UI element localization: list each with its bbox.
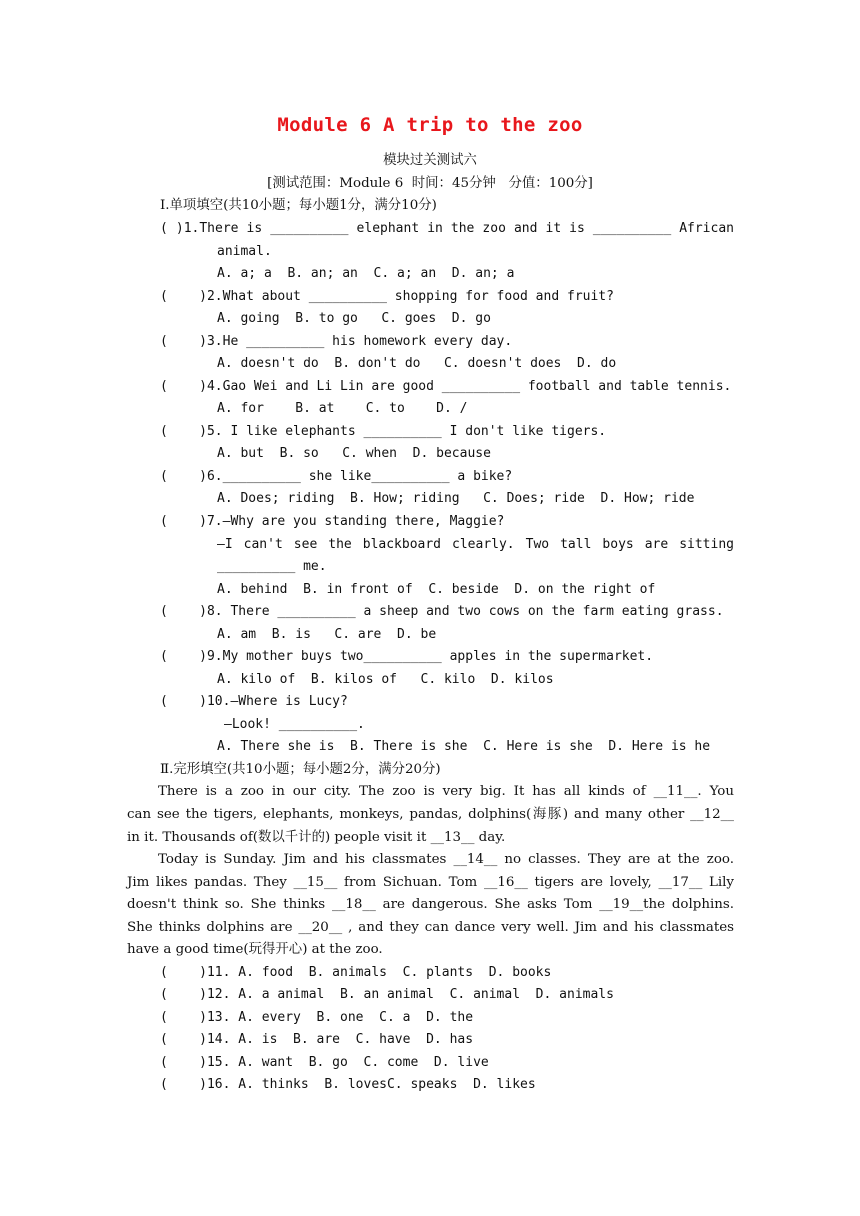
- question-1-cont: animal.: [217, 244, 272, 259]
- question-7: ( )7.—Why are you standing there, Maggie?: [160, 514, 505, 529]
- question-8: ( )8. There __________ a sheep and two cows on the farm eating grass.: [160, 604, 724, 619]
- question-7-cont: —I can't see the blackboard clearly. Two tall boys are sitting: [217, 537, 734, 552]
- question-5-options: A. but B. so C. when D. because: [217, 446, 491, 461]
- test-info: [测试范围：Module 6 时间：45分钟 分值：100分]: [267, 176, 593, 191]
- question-6: ( )6.__________ she like__________ a bike?: [160, 469, 513, 484]
- passage-line-6: doesn't think so. She thinks __18__ are dangerous. She asks Tom __19__the dolphins.: [127, 897, 734, 912]
- passage-line-2: can see the tigers, elephants, monkeys, pandas, dolphins(海豚) and many other __12__: [127, 807, 734, 822]
- cloze-question-15: ( )15. A. want B. go C. come D. live: [160, 1055, 489, 1070]
- passage-line-4: Today is Sunday. Jim and his classmates __14__ no classes. They are at the zoo.: [158, 852, 734, 867]
- question-6-options: A. Does; riding B. How; riding C. Does; ride D. How; ride: [217, 491, 695, 506]
- question-7-options: A. behind B. in front of C. beside D. on the right of: [217, 582, 656, 597]
- cloze-question-13: ( )13. A. every B. one C. a D. the: [160, 1010, 474, 1025]
- passage-line-8: have a good time(玩得开心) at the zoo.: [127, 942, 383, 957]
- question-10: ( )10.—Where is Lucy?: [160, 694, 348, 709]
- cloze-question-11: ( )11. A. food B. animals C. plants D. books: [160, 965, 552, 980]
- passage-line-5: Jim likes pandas. They __15__ from Sichuan. Tom __16__ tigers are lovely, __17__ Lily: [127, 875, 734, 890]
- question-4-options: A. for B. at C. to D. /: [217, 401, 468, 416]
- cloze-question-12: ( )12. A. a animal B. an animal C. animal D. animals: [160, 987, 614, 1002]
- question-4: ( )4.Gao Wei and Li Lin are good __________ football and table tennis.: [160, 379, 732, 394]
- question-9-options: A. kilo of B. kilos of C. kilo D. kilos: [217, 672, 554, 687]
- passage-line-1: There is a zoo in our city. The zoo is very big. It has all kinds of __11__. You: [158, 784, 734, 799]
- cloze-question-16: ( )16. A. thinks B. lovesC. speaks D. likes: [160, 1077, 536, 1092]
- question-3: ( )3.He __________ his homework every day.: [160, 334, 513, 349]
- question-5: ( )5. I like elephants __________ I don't like tigers.: [160, 424, 607, 439]
- page-title: Module 6 A trip to the zoo: [277, 114, 583, 136]
- passage-line-7: She thinks dolphins are __20__ , and they can dance very well. Jim and his classmates: [127, 920, 734, 935]
- question-3-options: A. doesn't do B. don't do C. doesn't does D. do: [217, 356, 617, 371]
- section-heading-1: Ⅰ.单项填空(共10小题；每小题1分，满分10分): [160, 198, 437, 213]
- question-8-options: A. am B. is C. are D. be: [217, 627, 437, 642]
- question-1: ( )1.There is __________ elephant in the zoo and it is __________ African: [160, 221, 734, 236]
- question-2-options: A. going B. to go C. goes D. go: [217, 311, 491, 326]
- question-10-cont: —Look! __________.: [224, 717, 365, 732]
- question-7-cont2: __________ me.: [217, 559, 327, 574]
- cloze-question-14: ( )14. A. is B. are C. have D. has: [160, 1032, 474, 1047]
- test-subtitle: 模块过关测试六: [383, 153, 477, 168]
- section-heading-2: Ⅱ.完形填空(共10小题；每小题2分，满分20分): [160, 762, 441, 777]
- passage-line-3: in it. Thousands of(数以千计的) people visit it __13__ day.: [127, 830, 506, 845]
- question-1-options: A. a; a B. an; an C. a; an D. an; a: [217, 266, 515, 281]
- question-9: ( )9.My mother buys two__________ apples in the supermarket.: [160, 649, 654, 664]
- question-2: ( )2.What about __________ shopping for food and fruit?: [160, 289, 614, 304]
- question-10-options: A. There she is B. There is she C. Here is she D. Here is he: [217, 739, 711, 754]
